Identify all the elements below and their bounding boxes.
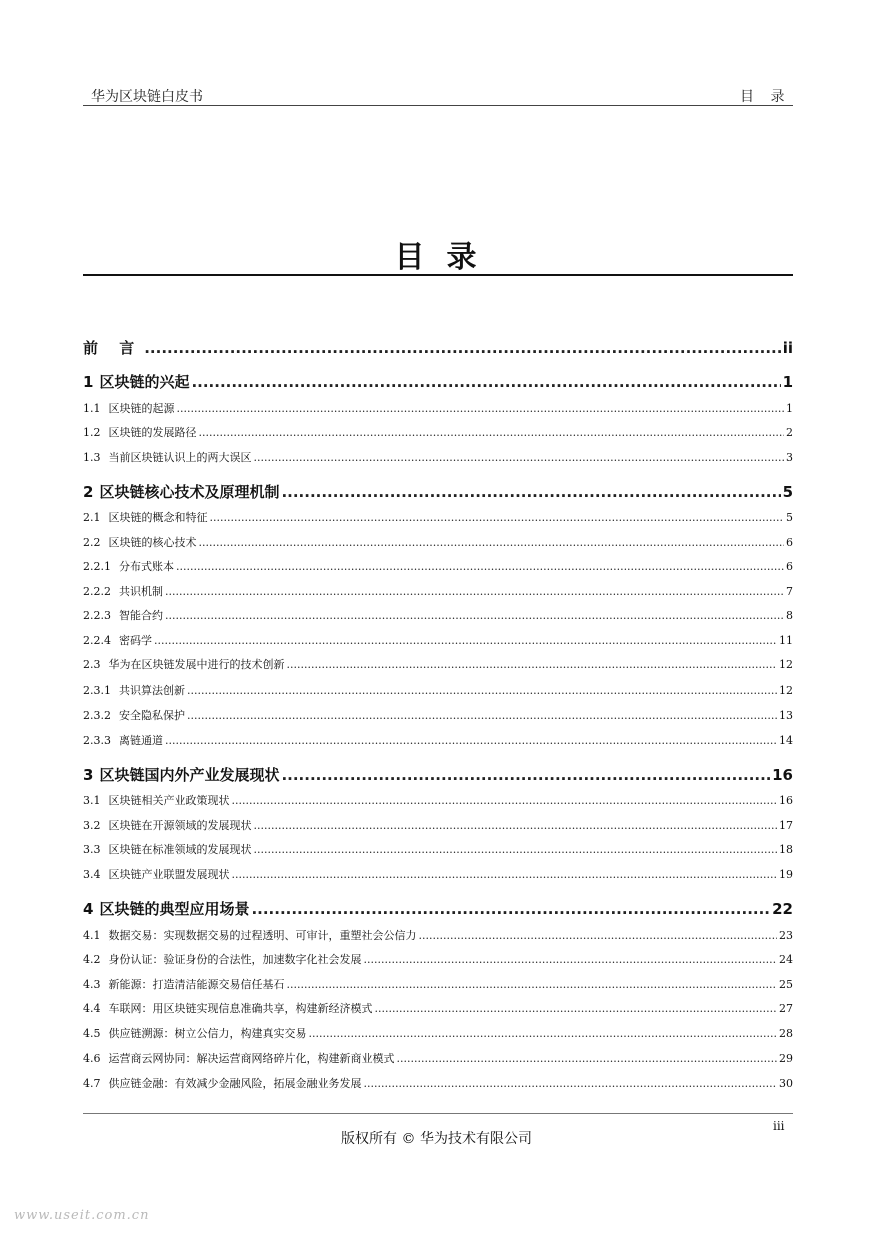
toc-entry-label (83, 509, 208, 525)
toc-entry-label (83, 558, 174, 574)
toc-entry-page: 6 (786, 560, 793, 573)
toc-entry-title: 供应链溯源：树立公信力，构建真实交易 (108, 1027, 307, 1040)
toc-entry-label (83, 1025, 307, 1041)
toc-leader-dots (397, 1052, 778, 1065)
toc-entry-title: 区块链的典型应用场景 (99, 900, 250, 918)
toc-entry-number: 2.3.2 (83, 709, 111, 722)
toc-entry[interactable] (83, 817, 793, 833)
toc-entry-label (83, 792, 230, 808)
toc-leader-dots (177, 402, 785, 415)
toc-entry-title: 共识算法创新 (119, 684, 185, 697)
toc-leader-dots (187, 684, 777, 697)
toc-entry[interactable] (83, 707, 793, 723)
toc-entry-page: 1 (782, 373, 793, 391)
toc-entry-title: 区块链在标准领域的发展现状 (108, 843, 252, 856)
toc-entry[interactable] (83, 1000, 793, 1016)
toc-leader-dots (281, 483, 780, 501)
toc-entry-label (83, 583, 163, 599)
toc-entry[interactable] (83, 1050, 793, 1066)
header-doc-title: 华为区块链白皮书 (91, 89, 203, 105)
toc-entry-page: 1 (786, 402, 793, 415)
toc-entry-page: 14 (779, 734, 793, 747)
toc-entry-title: 身份认证：验证身份的合法性，加速数字化社会发展 (108, 953, 362, 966)
toc-entry-title: 区块链国内外产业发展现状 (99, 766, 280, 784)
toc-entry-title: 区块链核心技术及原理机制 (99, 483, 280, 501)
toc-entry-label (83, 534, 197, 550)
toc-entry-page: 2 (786, 426, 793, 439)
footer-copyright: 版权所有 © 华为技术有限公司 (341, 1131, 532, 1147)
toc-entry-label (83, 707, 185, 723)
toc-entry-number: 1 (83, 373, 94, 391)
toc-entry-number: 2.2.3 (83, 609, 111, 622)
toc-leader-dots (187, 709, 777, 722)
toc-entry-page: 17 (779, 819, 793, 832)
toc-entry-number: 3 (83, 766, 94, 784)
toc-entry-title: 智能合约 (119, 609, 163, 622)
toc-entry-number: 3.1 (83, 794, 101, 807)
watermark: www.useit.com.cn (14, 1208, 150, 1223)
toc-leader-dots (364, 1077, 778, 1090)
toc-entry-page: 22 (772, 900, 793, 918)
toc-entry[interactable] (83, 424, 793, 440)
toc-entry-number: 1.2 (83, 426, 101, 439)
toc-entry-number: 2.2 (83, 536, 101, 549)
toc-entry-title: 分布式账本 (119, 560, 174, 573)
toc-entry-label (83, 976, 285, 992)
toc-entry-number: 4.6 (83, 1052, 101, 1065)
toc-leader-dots (375, 1002, 778, 1015)
toc-leader-dots (251, 900, 770, 918)
toc-entry-number: 2.3 (83, 658, 101, 671)
toc-entry-page: 18 (779, 843, 793, 856)
footer-divider (83, 1113, 793, 1114)
toc-entry[interactable] (83, 558, 793, 574)
toc-entry-label (83, 817, 252, 833)
toc-entry-title: 区块链在开源领域的发展现状 (108, 819, 252, 832)
toc-entry[interactable] (83, 1075, 793, 1091)
toc-entry-title: 区块链的发展路径 (108, 426, 197, 439)
toc-entry-label (83, 371, 189, 392)
toc-entry-page: 8 (786, 609, 793, 622)
toc-entry-page: 19 (779, 868, 793, 881)
toc-entry-number: 2.3.1 (83, 684, 111, 697)
toc-entry-title: 车联网：用区块链实现信息准确共享，构建新经济模式 (108, 1002, 373, 1015)
toc-entry[interactable] (83, 682, 793, 698)
toc-entry-title: 安全隐私保护 (119, 709, 185, 722)
toc-entry-page: 7 (786, 585, 793, 598)
toc-entry[interactable] (83, 481, 793, 502)
toc-entry-label (83, 927, 417, 943)
toc-entry[interactable] (83, 400, 793, 416)
toc-entry-number: 4.1 (83, 929, 101, 942)
toc-entry-title: 新能源：打造清洁能源交易信任基石 (108, 978, 285, 991)
toc-entry-label (83, 764, 279, 785)
toc-entry-label (83, 682, 185, 698)
toc-entry-page: 24 (779, 953, 793, 966)
toc-leader-dots (191, 373, 780, 391)
toc-entry-number: 1.3 (83, 451, 101, 464)
toc-entry-page: ii (782, 339, 793, 357)
toc-entry-title: 区块链的起源 (108, 402, 175, 415)
toc-entry[interactable] (83, 632, 793, 648)
header-section-label: 目 录 (740, 89, 791, 105)
toc-entry-label (83, 607, 163, 623)
toc-entry[interactable] (83, 927, 793, 943)
toc-entry-label (83, 424, 197, 440)
toc-entry-label (83, 1075, 362, 1091)
toc-leader-dots (232, 794, 778, 807)
toc-leader-dots (254, 843, 778, 856)
toc-entry-title: 供应链金融：有效减少金融风险，拓展金融业务发展 (108, 1077, 362, 1090)
toc-entry-number: 4.5 (83, 1027, 101, 1040)
toc-entry-label (83, 1050, 395, 1066)
toc-entry-number: 2.2.2 (83, 585, 111, 598)
toc-leader-dots (154, 634, 777, 647)
toc-entry-page: 29 (779, 1052, 793, 1065)
title-divider (83, 274, 793, 276)
toc-entry[interactable] (83, 337, 793, 358)
toc-entry-title: 共识机制 (119, 585, 163, 598)
toc-entry-title: 密码学 (119, 634, 152, 647)
toc-entry-page: 12 (779, 684, 793, 697)
toc-entry-number: 3.4 (83, 868, 101, 881)
toc-leader-dots (287, 978, 778, 991)
toc-entry-label (83, 866, 230, 882)
toc-entry-title: 当前区块链认识上的两大误区 (108, 451, 252, 464)
toc-entry-number: 3.2 (83, 819, 101, 832)
toc-entry-title: 华为在区块链发展中进行的技术创新 (108, 658, 285, 671)
toc-entry[interactable] (83, 583, 793, 599)
toc-entry-label (83, 841, 252, 857)
toc-leader-dots (254, 819, 778, 832)
toc-entry-title: 运营商云网协同：解决运营商网络碎片化，构建新商业模式 (108, 1052, 395, 1065)
toc-entry-number: 2.2.1 (83, 560, 111, 573)
toc-entry-label (83, 951, 362, 967)
toc-entry-page: 25 (779, 978, 793, 991)
toc-entry-label (83, 732, 163, 748)
toc-leader-dots (144, 339, 780, 357)
toc-leader-dots (232, 868, 778, 881)
toc-leader-dots (281, 766, 770, 784)
toc-entry-number: 4.4 (83, 1002, 101, 1015)
toc-leader-dots (309, 1027, 778, 1040)
toc-leader-dots (165, 585, 784, 598)
toc-entry-label (83, 400, 175, 416)
toc-leader-dots (210, 511, 785, 524)
toc-entry-page: 12 (779, 658, 793, 671)
toc-entry-label (83, 656, 285, 672)
toc-entry[interactable] (83, 371, 793, 392)
toc-entry[interactable] (83, 951, 793, 967)
toc-entry-title: 数据交易：实现数据交易的过程透明、可审计，重塑社会公信力 (108, 929, 417, 942)
toc-entry-page: 11 (779, 634, 793, 647)
toc-entry[interactable] (83, 764, 793, 785)
toc-entry-title: 区块链的核心技术 (108, 536, 197, 549)
toc-entry-title: 前 言 (83, 339, 143, 357)
toc-entry[interactable] (83, 732, 793, 748)
toc-entry-label (83, 481, 279, 502)
footer-page-number: iii (773, 1119, 785, 1133)
toc-entry-number: 2.2.4 (83, 634, 111, 647)
toc-leader-dots (165, 609, 784, 622)
toc-entry[interactable] (83, 449, 793, 465)
toc-leader-dots (176, 560, 784, 573)
toc-entry-title: 区块链产业联盟发展现状 (108, 868, 230, 881)
toc-leader-dots (419, 929, 778, 942)
toc-entry-number: 4.3 (83, 978, 101, 991)
toc-entry-page: 3 (786, 451, 793, 464)
toc-entry-page: 23 (779, 929, 793, 942)
toc-entry[interactable] (83, 866, 793, 882)
toc-entry[interactable] (83, 534, 793, 550)
toc-leader-dots (364, 953, 778, 966)
toc-entry[interactable] (83, 841, 793, 857)
toc-entry-page: 5 (782, 483, 793, 501)
toc-entry[interactable] (83, 509, 793, 525)
toc-leader-dots (254, 451, 785, 464)
toc-entry-number: 4 (83, 900, 94, 918)
toc-entry-page: 5 (786, 511, 793, 524)
toc-entry[interactable] (83, 656, 793, 672)
toc-entry[interactable] (83, 898, 793, 919)
toc-entry[interactable] (83, 792, 793, 808)
toc-entry-number: 2 (83, 483, 94, 501)
toc-entry-number: 4.2 (83, 953, 101, 966)
toc-entry-page: 28 (779, 1027, 793, 1040)
toc-entry-label (83, 449, 252, 465)
toc-entry[interactable] (83, 607, 793, 623)
toc-entry-page: 16 (779, 794, 793, 807)
toc-leader-dots (199, 426, 785, 439)
toc-entry-number: 2.3.3 (83, 734, 111, 747)
toc-entry-page: 13 (779, 709, 793, 722)
toc-entry-label (83, 1000, 373, 1016)
toc-entry-title: 区块链相关产业政策现状 (108, 794, 230, 807)
toc-entry-number: 2.1 (83, 511, 101, 524)
toc-entry-number: 4.7 (83, 1077, 101, 1090)
header-divider (83, 105, 793, 106)
toc-entry-page: 30 (779, 1077, 793, 1090)
toc-entry-page: 6 (786, 536, 793, 549)
toc-entry-title: 区块链的兴起 (99, 373, 190, 391)
toc-entry-title: 区块链的概念和特征 (108, 511, 208, 524)
toc-entry-label (83, 337, 142, 358)
toc-entry-label (83, 898, 249, 919)
toc-entry-title: 离链通道 (119, 734, 163, 747)
toc-leader-dots (165, 734, 777, 747)
toc-entry-label (83, 632, 152, 648)
toc-entry-number: 3.3 (83, 843, 101, 856)
toc-entry-page: 16 (772, 766, 793, 784)
toc-entry[interactable] (83, 1025, 793, 1041)
page-title: 目录 (394, 240, 499, 275)
toc-leader-dots (287, 658, 778, 671)
toc-entry[interactable] (83, 976, 793, 992)
toc-entry-number: 1.1 (83, 402, 101, 415)
toc-leader-dots (199, 536, 785, 549)
toc-entry-page: 27 (779, 1002, 793, 1015)
